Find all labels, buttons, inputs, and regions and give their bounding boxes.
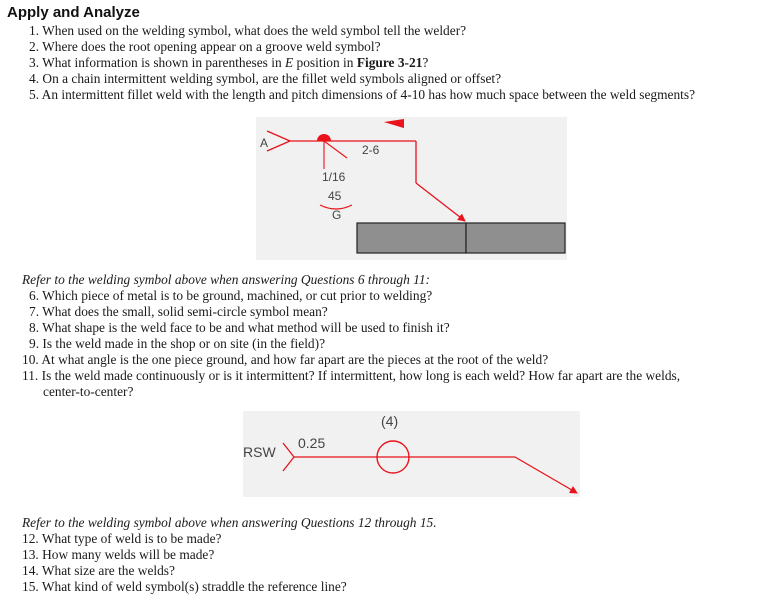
question-8 (29, 320, 450, 336)
question-text: position in (293, 55, 357, 70)
question-5 (29, 87, 695, 103)
question-7 (29, 304, 328, 320)
question-number: 4. (29, 71, 40, 86)
question-text: At what angle is the one piece ground, and how far apart are the pieces at the root of the weld? (41, 352, 549, 367)
bevel-groove-angled (324, 141, 347, 158)
question-11 (22, 368, 680, 384)
question-text: Which piece of metal is to be ground, machined, or cut prior to welding? (42, 288, 433, 303)
question-3 (29, 55, 428, 71)
question-text: How many welds will be made? (42, 547, 215, 562)
section-heading: Apply and Analyze (7, 4, 140, 21)
arrow-line-diagonal (416, 183, 465, 221)
question-text: On a chain intermittent welding symbol, are the fillet weld symbols aligned or offset? (42, 71, 502, 86)
question-text: What kind of weld symbol(s) straddle the reference line? (41, 579, 347, 594)
question-number: 11. (22, 368, 39, 383)
question-11-continued (43, 384, 133, 400)
question-text-italic: E (285, 55, 294, 70)
question-1 (29, 23, 466, 39)
groove-angle-label: 45 (328, 189, 342, 203)
instruction-text: Refer to the welding symbol above when answering Questions 12 through 15. (22, 515, 437, 530)
question-10 (22, 352, 548, 368)
weld-count-label: (4) (381, 413, 399, 429)
question-9 (29, 336, 325, 352)
root-opening-label: 1/16 (322, 170, 346, 184)
arrow-side-label: A (260, 136, 269, 150)
tail-line-lower (283, 457, 294, 471)
question-number: 2. (29, 39, 40, 54)
finish-label: G (332, 208, 342, 222)
question-number: 6. (29, 288, 40, 303)
question-text: What does the small, solid semi-circle symbol mean? (42, 304, 328, 319)
question-text: center-to-center? (43, 384, 134, 399)
question-number: 1. (29, 23, 40, 38)
question-14 (22, 563, 175, 579)
question-text: What shape is the weld face to be and what method will be used to finish it? (42, 320, 450, 335)
question-number: 5. (29, 87, 40, 102)
question-text: ? (422, 55, 429, 70)
question-number: 15. (22, 579, 39, 594)
question-number: 13. (22, 547, 39, 562)
question-text: What type of weld is to be made? (41, 531, 222, 546)
question-2 (29, 39, 381, 55)
instruction-text: Refer to the welding symbol above when answering Questions 6 through 11: (22, 272, 430, 287)
field-weld-flag-fill (384, 119, 404, 128)
welding-symbol-diagram-2 (243, 411, 580, 497)
question-4 (29, 71, 501, 87)
question-12 (22, 531, 221, 547)
length-pitch-label: 2-6 (362, 143, 380, 157)
question-number: 10. (22, 352, 39, 367)
semicircle-weld-icon (317, 134, 331, 141)
tail-line-lower (267, 141, 290, 151)
question-6 (29, 288, 432, 304)
welding-symbol-diagram-1 (256, 117, 567, 260)
tail-line-upper (267, 131, 290, 141)
question-13 (22, 547, 214, 563)
arrow-line (515, 457, 577, 493)
welding-symbol-figure-2 (243, 411, 580, 497)
question-number: 3. (29, 55, 40, 70)
question-text: An intermittent fillet weld with the length and pitch dimensions of 4-10 has how much space between the weld segments? (41, 87, 696, 102)
question-text: When used on the welding symbol, what does the weld symbol tell the welder? (42, 23, 467, 38)
question-text: Is the weld made in the shop or on site (in the field)? (42, 336, 326, 351)
tail-line-upper (283, 443, 294, 457)
process-label: RSW (243, 444, 276, 460)
question-text: Where does the root opening appear on a groove weld symbol? (42, 39, 381, 54)
question-number: 9. (29, 336, 40, 351)
plate-left (357, 223, 466, 253)
question-text: What size are the welds? (41, 563, 175, 578)
weld-size-label: 0.25 (298, 435, 326, 451)
question-number: 14. (22, 563, 39, 578)
plate-right (466, 223, 565, 253)
question-number: 8. (29, 320, 40, 335)
figure-reference: Figure 3-21 (356, 55, 423, 70)
question-number: 7. (29, 304, 40, 319)
question-text: Is the weld made continuously or is it intermittent? If intermittent, how long is each weld? How far apart are the welds, (41, 368, 681, 383)
question-text: What information is shown in parentheses in (42, 55, 285, 70)
welding-symbol-figure-1 (256, 117, 567, 260)
question-15 (22, 579, 347, 595)
question-number: 12. (22, 531, 39, 546)
